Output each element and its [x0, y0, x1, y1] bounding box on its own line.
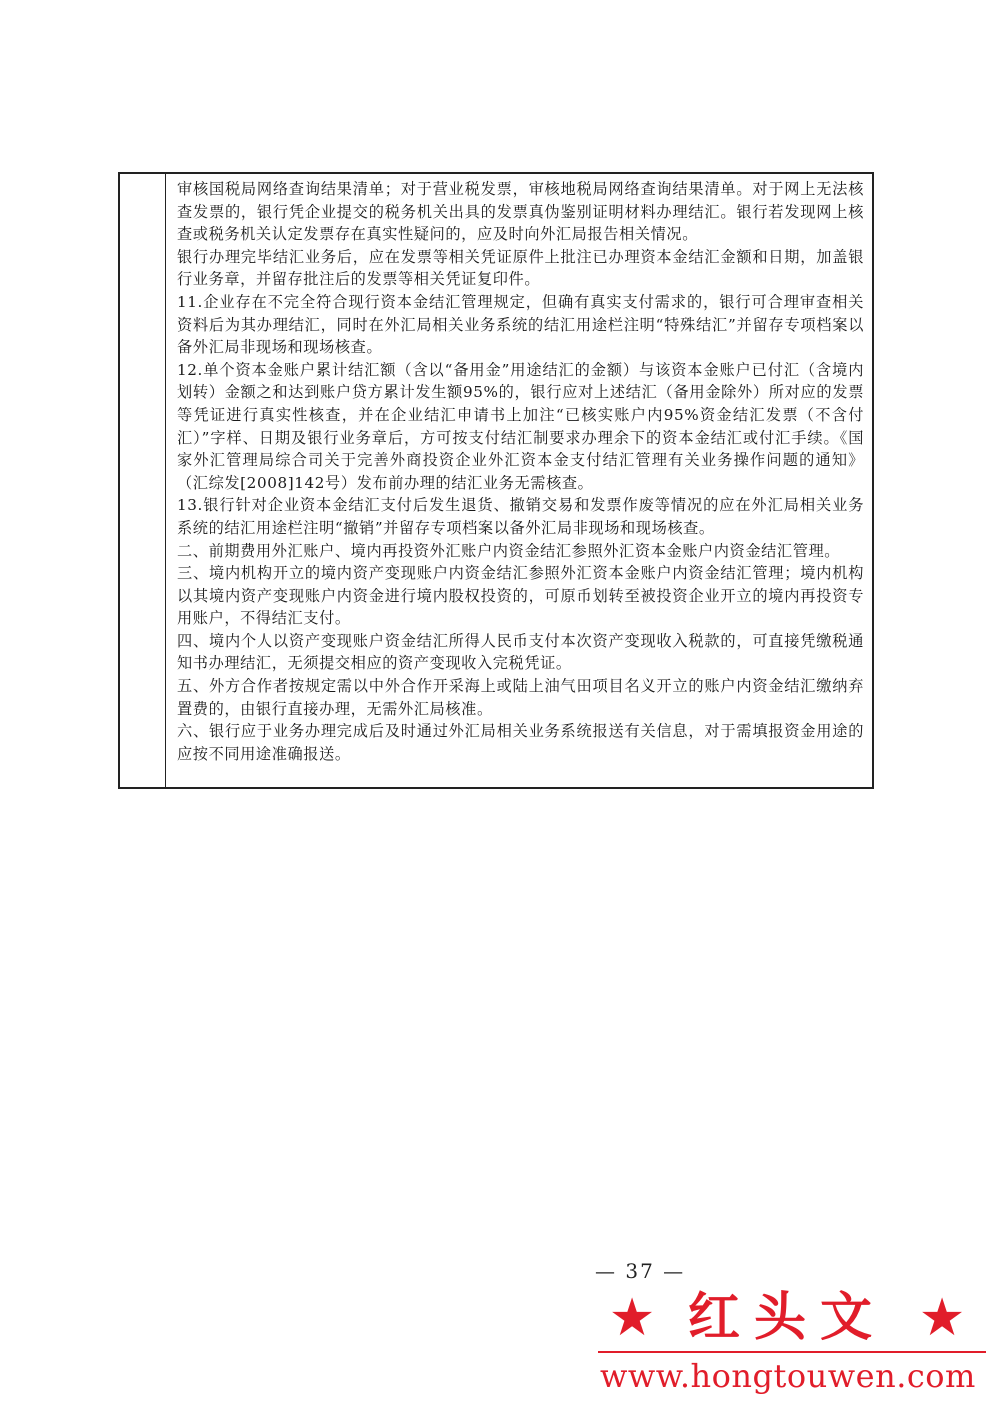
paragraph-invoice-verification: 审核国税局网络查询结果清单；对于营业税发票，审核地税局网络查询结果清单。对于网上无法核查发票的，银行凭企业提交的税务机关出具的发票真伪鉴别证明材料办理结汇。银行若发现网上核查或税务机关认定发票存在真实性疑问的，应及时向外汇局报告相关情况。 — [177, 180, 864, 244]
paragraph-section-4: 四、境内个人以资产变现账户资金结汇所得人民币支付本次资产变现收入税款的，可直接凭缴税通知书办理结汇，无须提交相应的资产变现收入完税凭证。 — [177, 631, 864, 673]
paragraph-section-3: 三、境内机构开立的境内资产变现账户内资金结汇参照外汇资本金账户内资金结汇管理；境内机构以其境内资产变现账户内资金进行境内股权投资的，可原币划转至被投资企业开立的境内再投资专用账户，不得结汇支付。 — [177, 564, 864, 628]
watermark-title-row — [590, 1285, 990, 1351]
paragraph-item-12: 12.单个资本金账户累计结汇额（含以“备用金”用途结汇的金额）与该资本金账户已付汇（含境内划转）金额之和达到账户贷方累计发生额95%的，银行应对上述结汇（备用金除外）所对应的发票等凭证进行真实性核查，并在企业结汇申请书上加注“已核实账户内95%资金结汇发票（不含付汇）”字样、日期及银行业务章后，方可按支付结汇制要求办理余下的资本金结汇或付汇手续。《国家外汇管理局综合司关于完善外商投资企业外汇资本金支付结汇管理有关业务操作问题的通知》（汇综发[2008]142号）发布前办理的结汇业务无需核查。 — [177, 360, 864, 492]
watermark-logo — [590, 1285, 990, 1403]
paragraph-item-11: 11.企业存在不完全符合现行资本金结汇管理规定，但确有真实支付需求的，银行可合理审查相关资料后为其办理结汇，同时在外汇局相关业务系统的结汇用途栏注明“特殊结汇”并留存专项档案以备外汇局非现场和现场核查。 — [177, 292, 864, 357]
watermark-url: www.hongtouwen.com — [600, 1357, 976, 1395]
page-number: — 37 — — [595, 1259, 686, 1283]
star-icon: ★ — [918, 1288, 966, 1348]
star-icon: ★ — [608, 1288, 656, 1348]
table-left-column — [120, 174, 166, 787]
paragraph-item-13: 13.银行针对企业资本金结汇支付后发生退货、撤销交易和发票作废等情况的应在外汇局相关业务系统的结汇用途栏注明“撤销”并留存专项档案以备外汇局非现场和现场核查。 — [177, 496, 864, 537]
paragraph-section-2: 二、前期费用外汇账户、境内再投资外汇账户内资金结汇参照外汇资本金账户内资金结汇管理。 — [177, 541, 841, 560]
paragraph-annotation: 银行办理完毕结汇业务后，应在发票等相关凭证原件上批注已办理资本金结汇金额和日期，加盖银行业务章，并留存批注后的发票等相关凭证复印件。 — [177, 247, 864, 289]
paragraph-section-5: 五、外方合作者按规定需以中外合作开采海上或陆上油气田项目名义开立的账户内资金结汇缴纳弃置费的，由银行直接办理，无需外汇局核准。 — [177, 677, 864, 718]
table-content-cell — [166, 174, 872, 787]
watermark-divider — [598, 1351, 986, 1353]
document-table — [118, 172, 874, 789]
watermark-title: 红头文 — [687, 1288, 886, 1348]
paragraph-section-6: 六、银行应于业务办理完成后及时通过外汇局相关业务系统报送有关信息，对于需填报资金用途的应按不同用途准确报送。 — [177, 722, 864, 763]
